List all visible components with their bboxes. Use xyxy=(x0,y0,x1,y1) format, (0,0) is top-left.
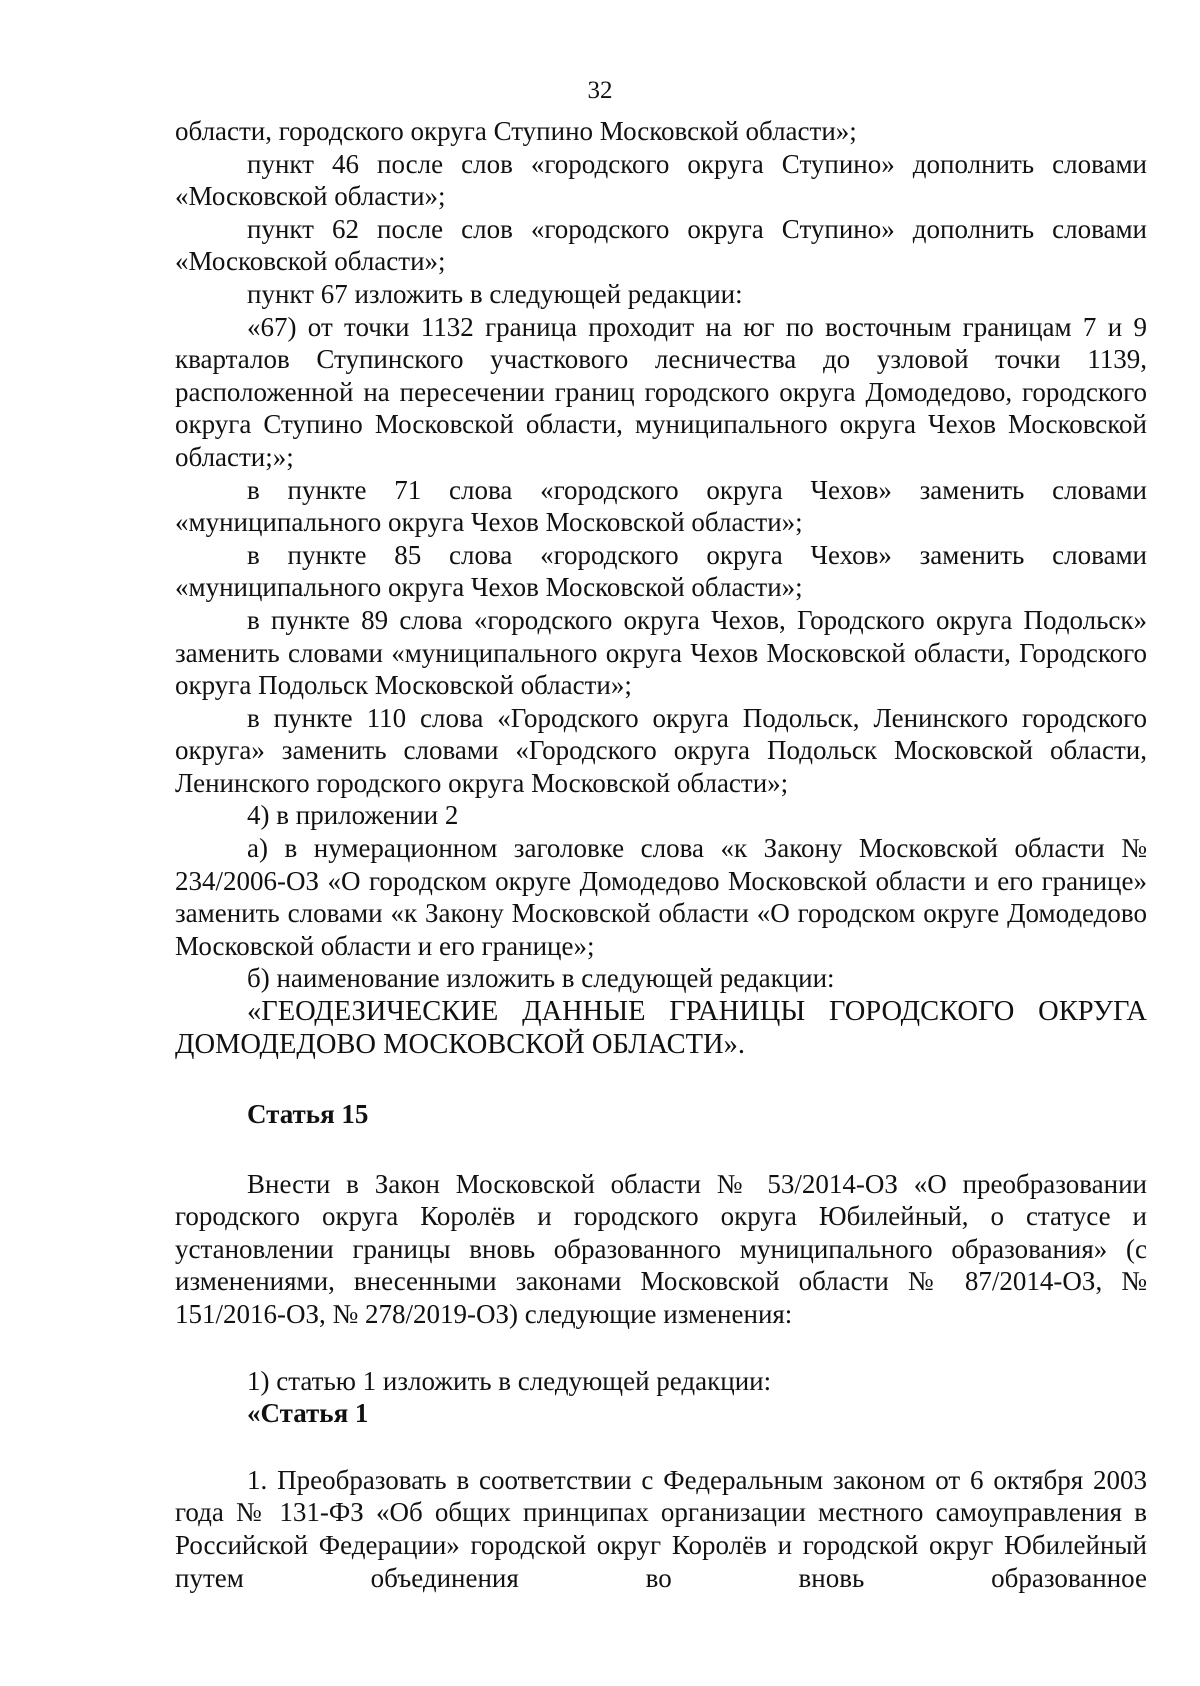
paragraph: Внести в Закон Московской области № 53/2014-ОЗ «О преобразовании городского округа Королёв и городского округа Юбилейный, о статусе и установлении границы вновь образованного муниципального образования» (с изменениями, внесенными законами Московской области № 87/2014-ОЗ, № 151/2016-ОЗ, № 278/2019-ОЗ) следующие изменения: xyxy=(175,1168,1147,1329)
paragraph: в пункте 110 слова «Городского округа Подольск, Ленинского городского округа» заменить словами «Городского округа Подольск Московской области, Ленинского городского округа Московской области»; xyxy=(175,702,1147,798)
paragraph: в пункте 89 слова «городского округа Чехов, Городского округа Подольск» заменить словами «муниципального округа Чехов Московской области, Городского округа Подольск Московской области»; xyxy=(175,604,1147,701)
paragraph: в пункте 71 слова «городского округа Чехов» заменить словами «муниципального округа Чехов Московской области»; xyxy=(175,474,1147,538)
paragraph: области, городского округа Ступино Московской области»; xyxy=(175,116,857,146)
paragraph: в пункте 85 слова «городского округа Чехов» заменить словами «муниципального округа Чехов Московской области»; xyxy=(175,539,1147,603)
page-number: 32 xyxy=(587,77,613,104)
paragraph: б) наименование изложить в следующей редакции: xyxy=(247,963,835,994)
paragraph: 1. Преобразовать в соответствии с Федеральным законом от 6 октября 2003 года № 131-ФЗ «Об общих принципах организации местного самоуправления в Российской Федерации» городской округ Королёв и городской округ Юбилейный путем объединения во вновь образованное xyxy=(175,1464,1147,1593)
article-subheading: «Статья 1 xyxy=(247,1398,369,1429)
document-body xyxy=(175,115,1147,1594)
paragraph: пункт 62 после слов «городского округа Ступино» дополнить словами «Московской области»; xyxy=(175,213,1147,277)
paragraph: пункт 67 изложить в следующей редакции: xyxy=(247,278,743,309)
spacer xyxy=(175,1331,1147,1365)
paragraph: 4) в приложении 2 xyxy=(247,800,459,831)
spacer xyxy=(175,1430,1147,1464)
paragraph: а) в нумерационном заголовке слова «к Закону Московской области № 234/2006-ОЗ «О городском округе Домодедово Московской области и его границе» заменить словами «к Закону Московской области «О городском округе Домодедово Московской области и его границе»; xyxy=(175,833,1147,961)
paragraph: пункт 46 после слов «городского округа Ступино» дополнить словами «Московской области»; xyxy=(175,148,1147,212)
paragraph: «67) от точки 1132 граница проходит на юг по восточным границам 7 и 9 кварталов Ступинского участкового лесничества до узловой точки 1139, расположенной на пересечении границ городского округа Домодедово, городского округа Ступино Московской области, муниципального округа Чехов Московской области;»; xyxy=(175,311,1147,472)
paragraph: 1) статью 1 изложить в следующей редакции: xyxy=(247,1365,772,1396)
title-quote-paragraph: «ГЕОДЕЗИЧЕСКИЕ ДАННЫЕ ГРАНИЦЫ ГОРОДСКОГО ОКРУГА ДОМОДЕДОВО МОСКОВСКОЙ ОБЛАСТИ». xyxy=(175,996,1147,1061)
article-heading: Статья 15 xyxy=(247,1099,369,1130)
spacer xyxy=(175,1131,1147,1168)
spacer xyxy=(175,1061,1147,1098)
